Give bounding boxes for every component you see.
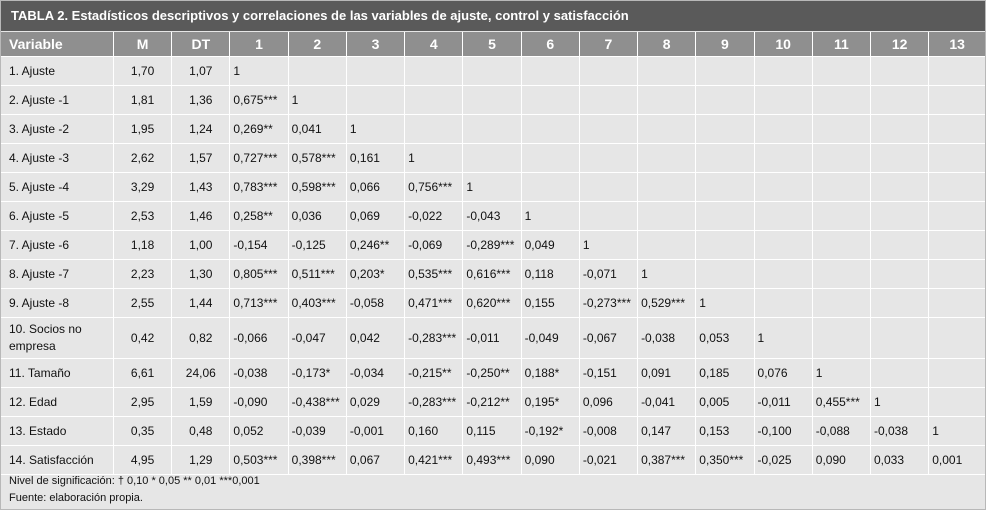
column-header: DT bbox=[172, 32, 230, 57]
correlation-cell: -0,001 bbox=[346, 417, 404, 446]
correlation-cell bbox=[812, 202, 870, 231]
correlation-cell: 0,053 bbox=[696, 318, 754, 359]
correlation-cell bbox=[463, 144, 521, 173]
table-footer bbox=[9, 473, 260, 507]
correlation-cell: -0,043 bbox=[463, 202, 521, 231]
sd-cell: 1,29 bbox=[172, 446, 230, 475]
mean-cell: 0,35 bbox=[113, 417, 171, 446]
variable-cell: 7. Ajuste -6 bbox=[1, 231, 113, 260]
correlation-cell: 1 bbox=[929, 417, 985, 446]
correlation-cell: 1 bbox=[638, 260, 696, 289]
correlation-cell bbox=[579, 202, 637, 231]
correlation-cell: -0,069 bbox=[405, 231, 463, 260]
correlation-cell bbox=[463, 57, 521, 86]
correlation-cell: -0,088 bbox=[812, 417, 870, 446]
correlation-cell bbox=[405, 57, 463, 86]
sd-cell: 0,48 bbox=[172, 417, 230, 446]
correlation-cell: -0,041 bbox=[638, 388, 696, 417]
correlation-cell: 0,161 bbox=[346, 144, 404, 173]
correlation-cell bbox=[696, 57, 754, 86]
correlation-cell bbox=[754, 289, 812, 318]
correlation-cell: -0,039 bbox=[288, 417, 346, 446]
correlation-cell bbox=[754, 202, 812, 231]
variable-cell: 3. Ajuste -2 bbox=[1, 115, 113, 144]
correlation-cell bbox=[405, 86, 463, 115]
correlation-cell: 0,203* bbox=[346, 260, 404, 289]
correlation-cell bbox=[812, 86, 870, 115]
column-header: 6 bbox=[521, 32, 579, 57]
correlation-cell: 1 bbox=[230, 57, 288, 86]
correlation-cell: 0,069 bbox=[346, 202, 404, 231]
correlation-cell bbox=[929, 202, 985, 231]
correlation-cell: -0,125 bbox=[288, 231, 346, 260]
correlation-cell: -0,049 bbox=[521, 318, 579, 359]
correlation-cell bbox=[812, 57, 870, 86]
correlation-cell bbox=[929, 359, 985, 388]
table-row bbox=[1, 289, 985, 318]
table-row bbox=[1, 115, 985, 144]
sd-cell: 1,07 bbox=[172, 57, 230, 86]
correlation-cell: -0,038 bbox=[871, 417, 929, 446]
mean-cell: 2,55 bbox=[113, 289, 171, 318]
correlation-cell bbox=[696, 86, 754, 115]
variable-cell: 6. Ajuste -5 bbox=[1, 202, 113, 231]
correlation-cell: 1 bbox=[871, 388, 929, 417]
correlation-cell: 0,195* bbox=[521, 388, 579, 417]
column-header: 8 bbox=[638, 32, 696, 57]
table-row bbox=[1, 173, 985, 202]
table-row bbox=[1, 86, 985, 115]
mean-cell: 1,81 bbox=[113, 86, 171, 115]
column-header: 9 bbox=[696, 32, 754, 57]
mean-cell: 6,61 bbox=[113, 359, 171, 388]
correlation-cell: 0,783*** bbox=[230, 173, 288, 202]
correlation-cell bbox=[579, 173, 637, 202]
column-header: 1 bbox=[230, 32, 288, 57]
correlation-cell: 0,049 bbox=[521, 231, 579, 260]
sd-cell: 1,44 bbox=[172, 289, 230, 318]
correlation-cell bbox=[929, 144, 985, 173]
correlation-cell bbox=[638, 231, 696, 260]
sd-cell: 0,82 bbox=[172, 318, 230, 359]
correlation-cell: 0,511*** bbox=[288, 260, 346, 289]
variable-cell: 1. Ajuste bbox=[1, 57, 113, 86]
correlation-cell bbox=[346, 86, 404, 115]
correlation-cell bbox=[346, 57, 404, 86]
correlation-cell bbox=[812, 115, 870, 144]
column-header: 2 bbox=[288, 32, 346, 57]
correlation-cell: 0,042 bbox=[346, 318, 404, 359]
correlation-cell: 0,090 bbox=[812, 446, 870, 475]
correlation-cell bbox=[754, 86, 812, 115]
correlation-cell: 0,675*** bbox=[230, 86, 288, 115]
correlation-cell bbox=[871, 231, 929, 260]
sd-cell: 24,06 bbox=[172, 359, 230, 388]
variable-cell: 5. Ajuste -4 bbox=[1, 173, 113, 202]
correlation-cell bbox=[929, 289, 985, 318]
correlation-cell bbox=[463, 86, 521, 115]
sd-cell: 1,57 bbox=[172, 144, 230, 173]
table-row bbox=[1, 417, 985, 446]
mean-cell: 1,18 bbox=[113, 231, 171, 260]
correlation-cell: 0,455*** bbox=[812, 388, 870, 417]
variable-cell: 9. Ajuste -8 bbox=[1, 289, 113, 318]
correlation-cell: -0,173* bbox=[288, 359, 346, 388]
correlation-cell bbox=[871, 202, 929, 231]
correlation-cell: -0,151 bbox=[579, 359, 637, 388]
correlation-cell: -0,034 bbox=[346, 359, 404, 388]
correlation-cell: 0,153 bbox=[696, 417, 754, 446]
correlation-cell: 0,185 bbox=[696, 359, 754, 388]
variable-cell: 10. Socios no empresa bbox=[1, 318, 113, 359]
correlation-cell bbox=[871, 289, 929, 318]
correlation-cell bbox=[696, 144, 754, 173]
sd-cell: 1,36 bbox=[172, 86, 230, 115]
correlation-cell bbox=[521, 57, 579, 86]
correlation-cell: 0,421*** bbox=[405, 446, 463, 475]
correlation-cell: 1 bbox=[812, 359, 870, 388]
correlation-cell: -0,008 bbox=[579, 417, 637, 446]
correlation-cell bbox=[521, 144, 579, 173]
mean-cell: 2,62 bbox=[113, 144, 171, 173]
correlation-cell: 0,155 bbox=[521, 289, 579, 318]
correlation-cell: 0,076 bbox=[754, 359, 812, 388]
correlation-cell bbox=[754, 144, 812, 173]
correlation-cell bbox=[638, 57, 696, 86]
correlation-cell: 0,805*** bbox=[230, 260, 288, 289]
column-header: 3 bbox=[346, 32, 404, 57]
column-header: 13 bbox=[929, 32, 985, 57]
correlation-cell: 0,091 bbox=[638, 359, 696, 388]
correlation-cell bbox=[871, 144, 929, 173]
table-row bbox=[1, 231, 985, 260]
table-row bbox=[1, 388, 985, 417]
correlation-cell: -0,215** bbox=[405, 359, 463, 388]
correlation-cell bbox=[521, 86, 579, 115]
correlation-cell: 0,160 bbox=[405, 417, 463, 446]
correlation-cell bbox=[812, 144, 870, 173]
correlation-cell: 0,616*** bbox=[463, 260, 521, 289]
correlation-cell: 0,036 bbox=[288, 202, 346, 231]
correlation-cell: 1 bbox=[346, 115, 404, 144]
correlation-cell bbox=[754, 231, 812, 260]
column-header: M bbox=[113, 32, 171, 57]
correlation-cell bbox=[871, 86, 929, 115]
correlation-cell: -0,438*** bbox=[288, 388, 346, 417]
correlation-cell bbox=[579, 57, 637, 86]
sd-cell: 1,30 bbox=[172, 260, 230, 289]
correlation-cell bbox=[463, 115, 521, 144]
correlation-cell bbox=[579, 144, 637, 173]
table-row bbox=[1, 446, 985, 475]
mean-cell: 1,70 bbox=[113, 57, 171, 86]
table-title: TABLA 2. Estadísticos descriptivos y correlaciones de las variables de ajuste, control y satisfacción bbox=[1, 1, 985, 31]
correlation-cell: -0,038 bbox=[638, 318, 696, 359]
correlation-cell: -0,066 bbox=[230, 318, 288, 359]
table-row bbox=[1, 57, 985, 86]
column-header: 10 bbox=[754, 32, 812, 57]
correlation-cell: 0,246** bbox=[346, 231, 404, 260]
correlation-cell: -0,011 bbox=[463, 318, 521, 359]
correlation-cell bbox=[754, 57, 812, 86]
correlation-cell bbox=[929, 260, 985, 289]
table-row bbox=[1, 202, 985, 231]
correlation-cell bbox=[696, 202, 754, 231]
correlation-cell bbox=[812, 173, 870, 202]
correlation-cell: 0,529*** bbox=[638, 289, 696, 318]
correlation-cell: 0,598*** bbox=[288, 173, 346, 202]
correlation-cell bbox=[288, 57, 346, 86]
variable-cell: 12. Edad bbox=[1, 388, 113, 417]
sd-cell: 1,46 bbox=[172, 202, 230, 231]
correlation-cell: 0,029 bbox=[346, 388, 404, 417]
correlation-cell: -0,283*** bbox=[405, 388, 463, 417]
column-header: Variable bbox=[1, 32, 113, 57]
sd-cell: 1,59 bbox=[172, 388, 230, 417]
correlation-cell bbox=[579, 115, 637, 144]
significance-note: Nivel de significación: † 0,10 * 0,05 ** 0,01 ***0,001 bbox=[9, 475, 260, 487]
sd-cell: 1,24 bbox=[172, 115, 230, 144]
correlation-cell: 0,115 bbox=[463, 417, 521, 446]
correlation-cell: 0,147 bbox=[638, 417, 696, 446]
correlation-cell: 0,090 bbox=[521, 446, 579, 475]
variable-cell: 14. Satisfacción bbox=[1, 446, 113, 475]
correlation-cell bbox=[929, 388, 985, 417]
correlation-cell bbox=[638, 115, 696, 144]
table-row bbox=[1, 144, 985, 173]
correlation-cell: -0,192* bbox=[521, 417, 579, 446]
correlation-cell bbox=[754, 115, 812, 144]
correlation-cell bbox=[871, 260, 929, 289]
correlation-cell bbox=[638, 173, 696, 202]
variable-cell: 2. Ajuste -1 bbox=[1, 86, 113, 115]
column-header: 5 bbox=[463, 32, 521, 57]
correlation-cell: -0,058 bbox=[346, 289, 404, 318]
sd-cell: 1,43 bbox=[172, 173, 230, 202]
correlation-cell: 0,052 bbox=[230, 417, 288, 446]
correlation-cell: 0,118 bbox=[521, 260, 579, 289]
correlation-cell: 0,578*** bbox=[288, 144, 346, 173]
correlation-cell bbox=[929, 318, 985, 359]
correlation-cell: 1 bbox=[521, 202, 579, 231]
correlation-cell bbox=[929, 86, 985, 115]
sd-cell: 1,00 bbox=[172, 231, 230, 260]
correlation-cell: -0,067 bbox=[579, 318, 637, 359]
correlation-cell: 0,387*** bbox=[638, 446, 696, 475]
correlation-cell bbox=[929, 231, 985, 260]
variable-cell: 4. Ajuste -3 bbox=[1, 144, 113, 173]
correlation-cell: 1 bbox=[696, 289, 754, 318]
correlation-cell: 0,398*** bbox=[288, 446, 346, 475]
correlation-cell: -0,250** bbox=[463, 359, 521, 388]
correlation-cell: 0,033 bbox=[871, 446, 929, 475]
correlation-cell bbox=[871, 57, 929, 86]
table-row bbox=[1, 318, 985, 359]
correlation-cell: 1 bbox=[754, 318, 812, 359]
column-header: 7 bbox=[579, 32, 637, 57]
correlation-cell: -0,047 bbox=[288, 318, 346, 359]
correlation-cell bbox=[696, 115, 754, 144]
mean-cell: 2,95 bbox=[113, 388, 171, 417]
correlation-cell: -0,212** bbox=[463, 388, 521, 417]
correlation-cell: 0,403*** bbox=[288, 289, 346, 318]
correlation-cell: -0,038 bbox=[230, 359, 288, 388]
column-header: 4 bbox=[405, 32, 463, 57]
correlation-cell: 0,096 bbox=[579, 388, 637, 417]
correlation-cell: 0,471*** bbox=[405, 289, 463, 318]
correlation-cell: 0,350*** bbox=[696, 446, 754, 475]
correlation-cell: -0,100 bbox=[754, 417, 812, 446]
variable-cell: 11. Tamaño bbox=[1, 359, 113, 388]
correlation-cell bbox=[871, 318, 929, 359]
correlation-cell bbox=[405, 115, 463, 144]
correlation-cell bbox=[812, 289, 870, 318]
column-header: 11 bbox=[812, 32, 870, 57]
correlation-cell bbox=[696, 260, 754, 289]
correlation-cell bbox=[638, 144, 696, 173]
correlation-cell: 0,713*** bbox=[230, 289, 288, 318]
correlation-table bbox=[1, 32, 985, 475]
correlation-cell: 0,001 bbox=[929, 446, 985, 475]
correlation-cell: 0,067 bbox=[346, 446, 404, 475]
correlation-cell: -0,154 bbox=[230, 231, 288, 260]
mean-cell: 2,23 bbox=[113, 260, 171, 289]
correlation-cell bbox=[579, 86, 637, 115]
mean-cell: 2,53 bbox=[113, 202, 171, 231]
correlation-cell: 0,535*** bbox=[405, 260, 463, 289]
correlation-cell bbox=[871, 115, 929, 144]
correlation-cell bbox=[812, 260, 870, 289]
correlation-cell: 1 bbox=[405, 144, 463, 173]
correlation-cell: -0,090 bbox=[230, 388, 288, 417]
correlation-cell: 0,258** bbox=[230, 202, 288, 231]
correlation-cell bbox=[929, 57, 985, 86]
correlation-cell: 1 bbox=[579, 231, 637, 260]
table-body bbox=[1, 57, 985, 475]
column-header: 12 bbox=[871, 32, 929, 57]
correlation-cell: 0,620*** bbox=[463, 289, 521, 318]
correlation-cell bbox=[696, 231, 754, 260]
correlation-cell: -0,283*** bbox=[405, 318, 463, 359]
correlation-cell: 0,727*** bbox=[230, 144, 288, 173]
correlation-cell: -0,011 bbox=[754, 388, 812, 417]
correlation-cell: 0,269** bbox=[230, 115, 288, 144]
correlation-cell: -0,289*** bbox=[463, 231, 521, 260]
correlation-cell: -0,022 bbox=[405, 202, 463, 231]
correlation-cell bbox=[638, 86, 696, 115]
correlation-cell: 1 bbox=[463, 173, 521, 202]
correlation-cell: 0,005 bbox=[696, 388, 754, 417]
table-header-row bbox=[1, 32, 985, 57]
correlation-cell bbox=[754, 260, 812, 289]
correlation-cell: 0,066 bbox=[346, 173, 404, 202]
correlation-cell bbox=[812, 318, 870, 359]
mean-cell: 0,42 bbox=[113, 318, 171, 359]
correlation-cell bbox=[871, 359, 929, 388]
correlation-cell: -0,071 bbox=[579, 260, 637, 289]
correlation-cell bbox=[521, 173, 579, 202]
mean-cell: 4,95 bbox=[113, 446, 171, 475]
correlation-cell bbox=[521, 115, 579, 144]
source-note: Fuente: elaboración propia. bbox=[9, 492, 143, 504]
correlation-cell: 1 bbox=[288, 86, 346, 115]
correlation-cell: 0,041 bbox=[288, 115, 346, 144]
correlation-cell bbox=[929, 115, 985, 144]
correlation-cell bbox=[754, 173, 812, 202]
variable-cell: 13. Estado bbox=[1, 417, 113, 446]
correlation-cell: -0,273*** bbox=[579, 289, 637, 318]
correlation-cell: -0,021 bbox=[579, 446, 637, 475]
variable-cell: 8. Ajuste -7 bbox=[1, 260, 113, 289]
table-row bbox=[1, 260, 985, 289]
correlation-cell: -0,025 bbox=[754, 446, 812, 475]
correlation-cell bbox=[812, 231, 870, 260]
correlation-cell bbox=[638, 202, 696, 231]
correlation-cell: 0,503*** bbox=[230, 446, 288, 475]
table-row bbox=[1, 359, 985, 388]
correlation-cell: 0,188* bbox=[521, 359, 579, 388]
mean-cell: 1,95 bbox=[113, 115, 171, 144]
correlation-cell bbox=[929, 173, 985, 202]
correlation-cell bbox=[696, 173, 754, 202]
correlation-cell: 0,756*** bbox=[405, 173, 463, 202]
correlation-cell: 0,493*** bbox=[463, 446, 521, 475]
correlation-cell bbox=[871, 173, 929, 202]
mean-cell: 3,29 bbox=[113, 173, 171, 202]
